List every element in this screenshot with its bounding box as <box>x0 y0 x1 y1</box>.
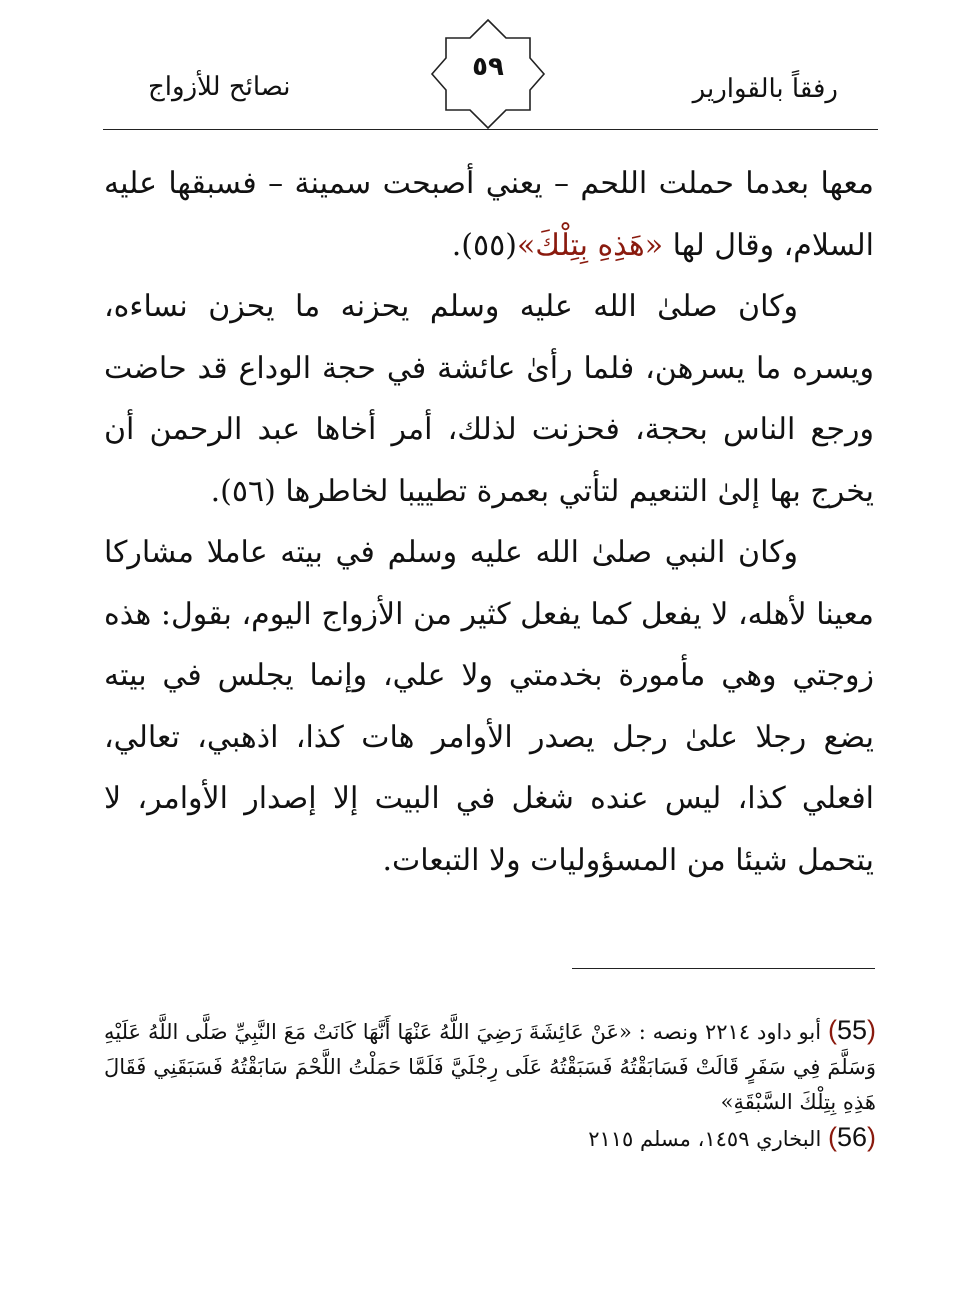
footnote-56 <box>104 1120 876 1157</box>
paragraph-1-text: معها بعدما حملت اللحم – يعني أصبحت سمينة – فسبقها عليه السلام، وقال لها <box>104 166 874 263</box>
header-rule <box>103 129 878 130</box>
main-text <box>104 153 874 891</box>
footnote-number: (56) <box>827 1122 876 1152</box>
paragraph-2: وكان صلىٰ الله عليه وسلم يحزنه ما يحزن نساءه، ويسره ما يسرهن، فلما رأىٰ عائشة في حجة الوداع قد حاضت ورجع الناس بحجة، فحزنت لذلك، أمر أخاها عبد الرحمن أن يخرج بها إلىٰ التنعيم لتأتي بعمرة تطييبا لخاطرها (٥٦). <box>104 289 874 509</box>
page-number: ٥٩ <box>472 52 504 82</box>
footnote-text: البخاري ١٤٥٩، مسلم ٢١١٥ <box>588 1127 828 1151</box>
footnote-ref-55: (٥٥). <box>451 227 517 263</box>
running-header-book-title: رفقاً بالقوارير <box>692 74 838 104</box>
running-header-chapter-title: نصائح للأزواج <box>148 72 291 102</box>
footnotes <box>104 1013 876 1157</box>
footnote-text: أبو داود ٢٢١٤ ونصه : «عَنْ عَائِشَةَ رَضِيَ اللَّهُ عَنْهَا أَنَّهَا كَانَتْ مَعَ النَّبِيِّ صَلَّى اللَّهُ عَلَيْهِ وَسَلَّمَ فِي سَفَرٍ قَالَتْ فَسَابَقْتُهُ فَسَبَقْتُهُ عَلَى رِجْلَيَّ فَلَمَّا حَمَلْتُ اللَّحْمَ سَابَقْتُهُ فَسَبَقَنِي فَقَالَ هَذِهِ بِتِلْكَ السَّبْقَةِ» <box>104 1020 876 1114</box>
paragraph-3: وكان النبي صلىٰ الله عليه وسلم في بيته عاملا مشاركا معينا لأهله، لا يفعل كما يفعل كثير من الأزواج اليوم، بقول: هذه زوجتي وهي مأمورة بخدمتي ولا علي، وإنما يجلس في بيته يضع رجلا علىٰ رجل يصدر الأوامر هات كذا، اذهبي، تعالي، افعلي كذا، ليس عنده شغل في البيت إلا إصدار الأوامر، لا يتحمل شيئا من المسؤوليات ولا التبعات. <box>104 535 874 878</box>
footnote-55 <box>104 1013 876 1120</box>
hadith-quote: «هَذِهِ بِتِلْكَ» <box>516 227 664 263</box>
footnote-rule <box>572 968 875 969</box>
footnote-number: (55) <box>827 1015 876 1045</box>
paragraph-1 <box>104 153 874 276</box>
